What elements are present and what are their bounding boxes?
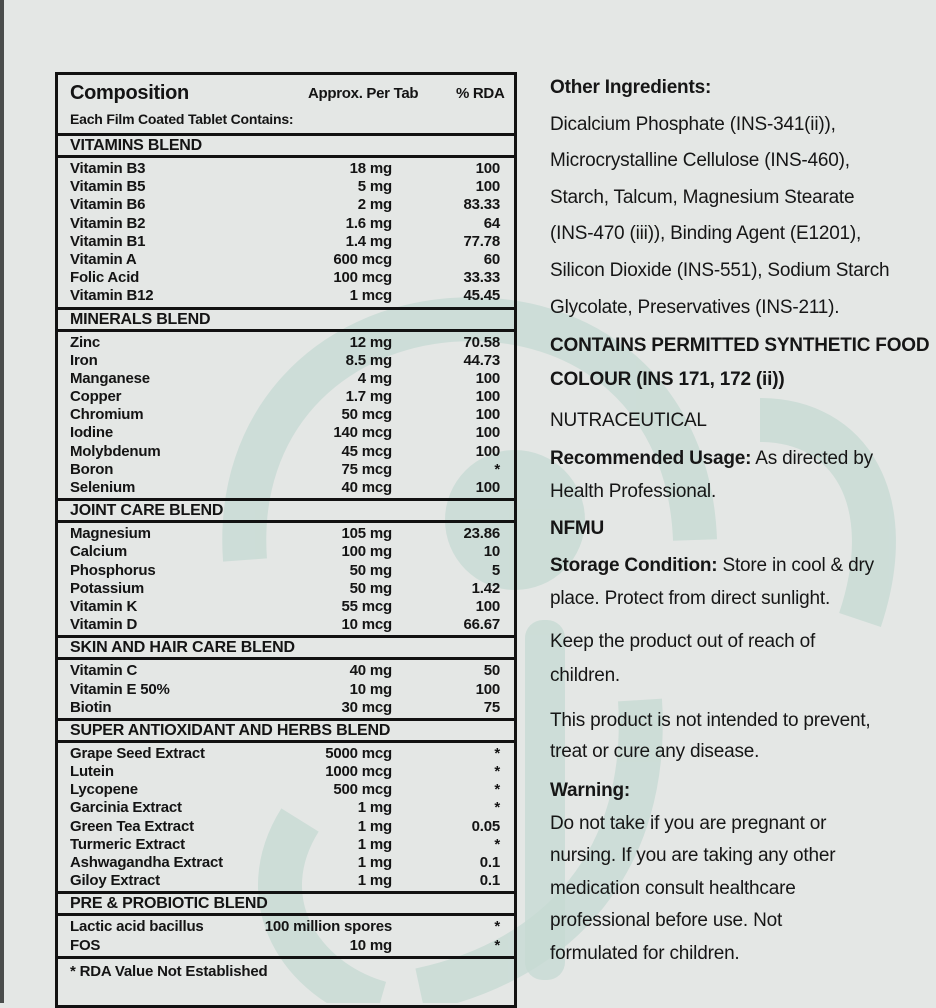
nfmu-label: NFMU (550, 517, 605, 539)
table-row (58, 352, 514, 370)
ingredient-rda: 5 (491, 561, 500, 579)
ingredient-name: Ashwagandha Extract (70, 854, 223, 871)
ingredient-rda: 44.73 (463, 351, 500, 369)
table-row (58, 580, 514, 598)
ingredient-rda: 83.33 (463, 196, 500, 214)
ingredient-name: Vitamin B2 (70, 214, 146, 232)
ingredient-amount: 1.6 mg (345, 214, 392, 232)
ingredient-amount: 1 mcg (349, 287, 392, 305)
table-row (58, 937, 514, 955)
usage-label: Recommended Usage: (550, 447, 752, 469)
section-rows (58, 743, 514, 895)
table-row (58, 799, 514, 817)
ingredient-name: Boron (70, 460, 114, 478)
warning-line: formulated for children. (550, 942, 740, 964)
ingredient-name: Iodine (70, 424, 113, 442)
usage-line (550, 442, 930, 475)
ingredient-rda: 77.78 (463, 232, 500, 250)
ingredient-rda: * (494, 835, 500, 853)
ingredient-rda: * (494, 763, 500, 781)
ingredient-name: Vitamin B12 (70, 287, 154, 305)
ingredient-amount: 1.7 mg (345, 388, 392, 406)
section-title: SUPER ANTIOXIDANT AND HERBS BLEND (58, 721, 514, 743)
ingredient-amount: 10 mg (349, 936, 392, 954)
table-row (58, 763, 514, 781)
storage-text: Store in cool & dry (717, 555, 874, 577)
ingredient-amount: 600 mcg (333, 250, 392, 268)
table-row (58, 699, 514, 717)
composition-title: Composition (70, 82, 189, 104)
ingredient-rda: * (494, 918, 500, 936)
ingredient-rda: * (494, 460, 500, 478)
ingredient-name: Garcinia Extract (70, 799, 182, 817)
nutraceutical-label: NUTRACEUTICAL (550, 410, 707, 432)
ingredient-name: Giloy Extract (70, 872, 160, 890)
ingredient-amount: 40 mg (349, 662, 392, 680)
composition-sections (58, 136, 514, 959)
table-row (58, 160, 514, 178)
ingredient-amount: 18 mg (349, 160, 392, 177)
ingredient-amount: 10 mg (349, 680, 392, 698)
ingredient-amount: 1 mg (357, 817, 392, 835)
table-row (58, 370, 514, 388)
ingredient-rda: * (494, 936, 500, 954)
table-row (58, 424, 514, 442)
table-row (58, 681, 514, 699)
ingredient-name: Selenium (70, 479, 136, 496)
recommended-usage-block (550, 442, 930, 508)
other-ingredients-line: Dicalcium Phosphate (INS-341(ii)), (550, 113, 836, 135)
ingredient-amount: 500 mcg (333, 781, 392, 799)
ingredient-name: Molybdenum (70, 442, 161, 460)
composition-table (55, 72, 517, 1008)
section-rows (58, 660, 514, 721)
table-row (58, 479, 514, 497)
ingredient-rda: 60 (483, 250, 500, 268)
warning-heading: Warning: (550, 780, 631, 802)
table-row (58, 836, 514, 854)
table-row (58, 388, 514, 406)
other-ingredients-block (550, 70, 930, 326)
ingredient-amount: 5000 mcg (325, 744, 392, 762)
table-row (58, 662, 514, 680)
composition-subtitle: Each Film Coated Tablet Contains: (70, 111, 294, 127)
section-rows (58, 158, 514, 310)
other-ingredients-line: (INS-470 (iii)), Binding Agent (E1201), (550, 223, 862, 245)
ingredient-name: Manganese (70, 369, 150, 387)
ingredient-amount: 5 mg (357, 178, 392, 196)
ingredient-amount: 1000 mcg (325, 763, 392, 781)
table-row (58, 918, 514, 936)
ingredient-rda: 100 (475, 424, 500, 442)
ingredient-rda: 10 (483, 543, 500, 561)
colour-notice-line: CONTAINS PERMITTED SYNTHETIC FOOD (550, 335, 930, 357)
table-row (58, 269, 514, 287)
section-title: VITAMINS BLEND (58, 136, 514, 158)
reach-line: children. (550, 665, 621, 687)
table-row (58, 287, 514, 305)
table-row (58, 616, 514, 634)
ingredient-name: Folic Acid (70, 269, 140, 287)
ingredient-name: Vitamin D (70, 616, 138, 634)
ingredient-amount: 8.5 mg (345, 351, 392, 369)
ingredient-rda: 0.1 (479, 872, 500, 890)
synthetic-colour-notice (550, 329, 930, 397)
other-ingredients-line: Silicon Dioxide (INS-551), Sodium Starch (550, 259, 890, 281)
ingredient-rda: 66.67 (463, 616, 500, 634)
storage-condition-block (550, 549, 930, 615)
table-row (58, 854, 514, 872)
ingredient-name: Green Tea Extract (70, 817, 194, 835)
ingredient-name: Lycopene (70, 781, 138, 799)
ingredient-amount: 30 mcg (341, 698, 392, 716)
table-row (58, 872, 514, 890)
table-row (58, 233, 514, 251)
table-row (58, 745, 514, 763)
section-title: JOINT CARE BLEND (58, 501, 514, 523)
table-row (58, 461, 514, 479)
ingredient-amount: 50 mg (349, 579, 392, 597)
ingredient-rda: 64 (483, 214, 500, 232)
table-row (58, 196, 514, 214)
table-row (58, 781, 514, 799)
ingredient-rda: * (494, 781, 500, 799)
rda-footnote: * RDA Value Not Established (70, 962, 268, 980)
product-info-column (550, 70, 930, 970)
ingredient-amount: 55 mcg (341, 597, 392, 615)
ingredient-rda: 33.33 (463, 269, 500, 287)
ingredient-name: Lactic acid bacillus (70, 918, 204, 936)
ingredient-name: Calcium (70, 543, 127, 561)
ingredient-name: FOS (70, 936, 101, 954)
ingredient-name: Potassium (70, 579, 145, 597)
ingredient-rda: 75 (483, 698, 500, 716)
reach-line: Keep the product out of reach of (550, 631, 816, 653)
ingredient-name: Vitamin E 50% (70, 680, 170, 698)
ingredient-rda: 100 (475, 680, 500, 698)
usage-text-line: Health Professional. (550, 480, 717, 502)
ingredient-rda: 50 (483, 662, 500, 680)
table-row (58, 406, 514, 424)
intended-use-line: treat or cure any disease. (550, 741, 760, 763)
section-rows (58, 523, 514, 638)
table-row (58, 562, 514, 580)
ingredient-rda: 45.45 (463, 287, 500, 305)
ingredient-amount: 1 mg (357, 835, 392, 853)
warning-line: Do not take if you are pregnant or (550, 812, 827, 834)
ingredient-name: Phosphorus (70, 561, 156, 579)
ingredient-name: Iron (70, 351, 98, 369)
storage-line (550, 549, 930, 582)
ingredient-name: Vitamin B3 (70, 160, 146, 177)
ingredient-name: Chromium (70, 406, 144, 424)
ingredient-amount: 40 mcg (341, 479, 392, 496)
ingredient-rda: * (494, 799, 500, 817)
ingredient-amount: 1.4 mg (345, 232, 392, 250)
ingredient-name: Zinc (70, 333, 101, 351)
reach-notice (550, 625, 930, 693)
warning-line: medication consult healthcare (550, 877, 796, 899)
table-row (58, 334, 514, 352)
ingredient-name: Copper (70, 388, 122, 406)
intended-use-notice (550, 705, 930, 767)
ingredient-name: Vitamin C (70, 662, 138, 680)
ingredient-amount: 10 mcg (341, 616, 392, 634)
ingredient-amount: 1 mg (357, 872, 392, 890)
ingredient-amount: 100 mg (341, 543, 392, 561)
section-title: PRE & PROBIOTIC BLEND (58, 894, 514, 916)
ingredient-rda: 100 (475, 160, 500, 177)
ingredient-rda: 1.42 (471, 579, 500, 597)
table-row (58, 443, 514, 461)
table-row (58, 543, 514, 561)
ingredient-name: Vitamin B6 (70, 196, 146, 214)
ingredient-amount: 1 mg (357, 799, 392, 817)
ingredient-rda: 100 (475, 442, 500, 460)
table-row (58, 178, 514, 196)
ingredient-name: Turmeric Extract (70, 835, 185, 853)
other-ingredients-line: Microcrystalline Cellulose (INS-460), (550, 150, 850, 172)
ingredient-rda: 100 (475, 369, 500, 387)
ingredient-amount: 4 mg (357, 369, 392, 387)
ingredient-amount: 45 mcg (341, 442, 392, 460)
ingredient-name: Vitamin B1 (70, 232, 146, 250)
table-row (58, 598, 514, 616)
ingredient-amount: 100 million spores (264, 918, 392, 936)
warning-line: nursing. If you are taking any other (550, 845, 836, 867)
ingredient-rda: 100 (475, 178, 500, 196)
column-header-rda: % RDA (456, 85, 505, 102)
ingredient-rda: 100 (475, 479, 500, 496)
storage-text-line: place. Protect from direct sunlight. (550, 588, 831, 610)
table-row (58, 251, 514, 269)
ingredient-rda: 70.58 (463, 333, 500, 351)
ingredient-name: Vitamin K (70, 597, 138, 615)
table-row (58, 818, 514, 836)
ingredient-rda: * (494, 744, 500, 762)
ingredient-name: Grape Seed Extract (70, 744, 205, 762)
other-ingredients-line: Starch, Talcum, Magnesium Stearate (550, 186, 855, 208)
usage-text: As directed by (751, 447, 873, 469)
ingredient-rda: 0.05 (471, 817, 500, 835)
ingredient-amount: 1 mg (357, 854, 392, 871)
ingredient-amount: 100 mcg (333, 269, 392, 287)
ingredient-amount: 50 mcg (341, 406, 392, 424)
ingredient-amount: 75 mcg (341, 460, 392, 478)
table-row (58, 525, 514, 543)
warning-block (550, 775, 930, 970)
intended-use-line: This product is not intended to prevent, (550, 710, 871, 732)
ingredient-name: Biotin (70, 698, 112, 716)
ingredient-amount: 50 mg (349, 561, 392, 579)
ingredient-amount: 140 mcg (333, 424, 392, 442)
other-ingredients-line: Glycolate, Preservatives (INS-211). (550, 296, 840, 318)
ingredient-rda: 0.1 (479, 854, 500, 871)
table-row (58, 215, 514, 233)
ingredient-name: Lutein (70, 763, 114, 781)
ingredient-rda: 100 (475, 406, 500, 424)
ingredient-amount: 2 mg (357, 196, 392, 214)
section-rows (58, 332, 514, 502)
ingredient-name: Magnesium (70, 525, 151, 543)
storage-label: Storage Condition: (550, 555, 718, 577)
ingredient-amount: 12 mg (349, 333, 392, 351)
section-title: SKIN AND HAIR CARE BLEND (58, 638, 514, 660)
composition-header (58, 75, 514, 136)
section-rows (58, 916, 514, 958)
colour-notice-line: COLOUR (INS 171, 172 (ii)) (550, 369, 785, 391)
ingredient-amount: 105 mg (341, 525, 392, 543)
ingredient-rda: 23.86 (463, 525, 500, 543)
ingredient-name: Vitamin A (70, 250, 137, 268)
ingredient-name: Vitamin B5 (70, 178, 146, 196)
other-ingredients-heading: Other Ingredients: (550, 77, 712, 98)
ingredient-rda: 100 (475, 597, 500, 615)
section-title: MINERALS BLEND (58, 310, 514, 332)
column-header-amount: Approx. Per Tab (308, 85, 419, 102)
ingredient-rda: 100 (475, 388, 500, 406)
warning-line: professional before use. Not (550, 910, 783, 932)
